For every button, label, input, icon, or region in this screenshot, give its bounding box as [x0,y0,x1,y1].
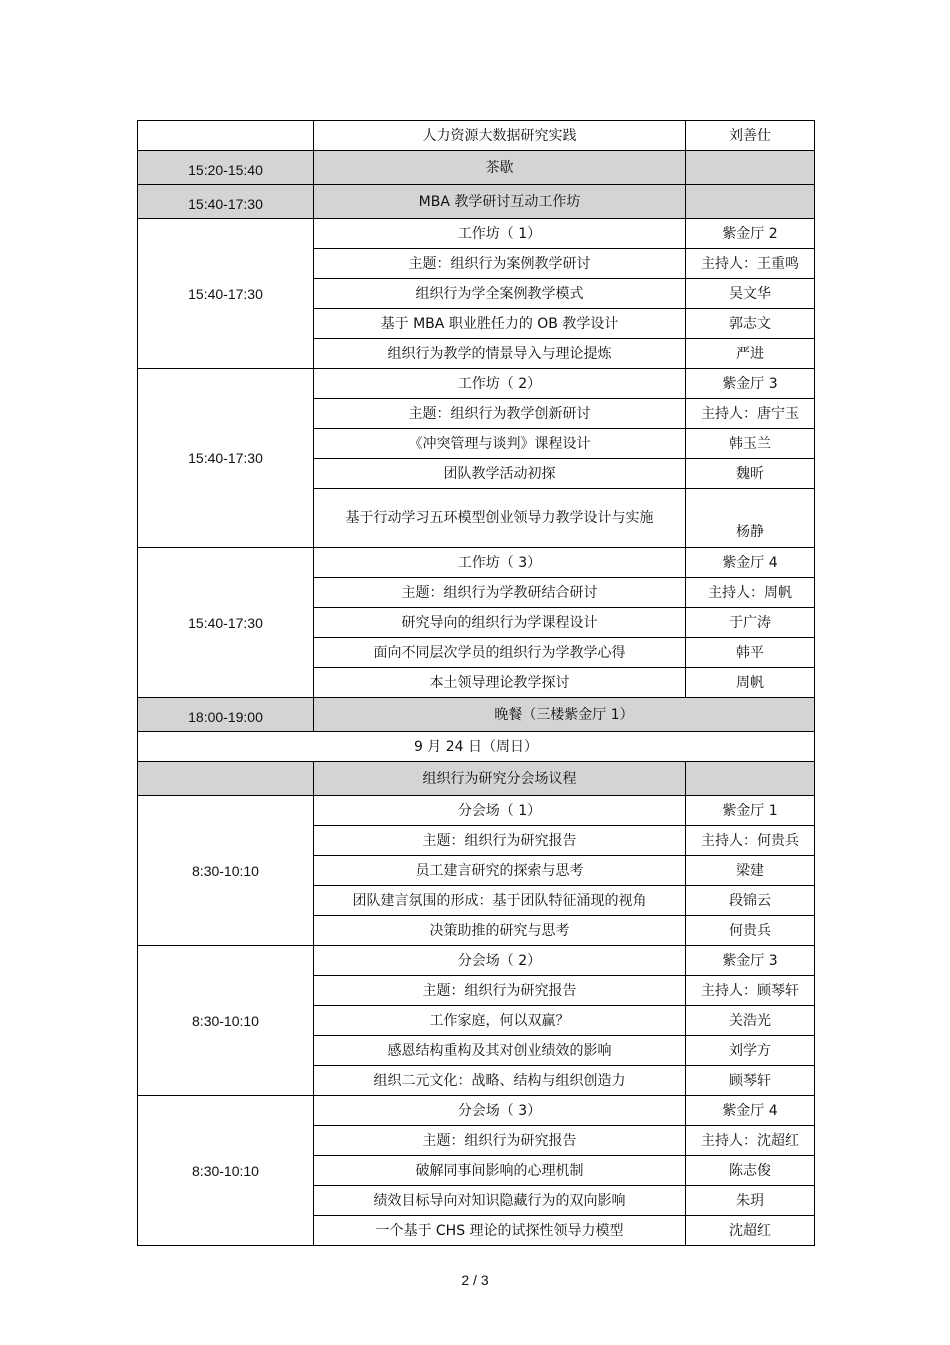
topic-cell: 基于 MBA 职业胜任力的 OB 教学设计 [314,309,686,339]
topic-cell: 本土领导理论教学探讨 [314,668,686,698]
topic-cell: 研究导向的组织行为学课程设计 [314,608,686,638]
topic-cell: 主题：组织行为研究报告 [314,826,686,856]
page-number: 2 / 3 [461,1272,489,1288]
host-cell [686,185,815,219]
host-cell: 周帆 [686,668,815,698]
time-cell [138,121,314,151]
time-cell: 8:30-10:10 [138,1096,314,1246]
host-cell: 于广涛 [686,608,815,638]
host-cell: 严进 [686,339,815,369]
topic-cell: 基于行动学习五环模型创业领导力教学设计与实施 [314,489,686,548]
topic-cell: 团队教学活动初探 [314,459,686,489]
host-cell: 紫金厅 3 [686,369,815,399]
host-cell: 郭志文 [686,309,815,339]
topic-cell: 主题：组织行为教学创新研讨 [314,399,686,429]
time-cell [138,762,314,796]
table-row [138,548,815,578]
topic-cell: 组织二元文化：战略、结构与组织创造力 [314,1066,686,1096]
host-cell: 朱玥 [686,1186,815,1216]
host-cell: 刘善仕 [686,121,815,151]
topic-cell: 《冲突管理与谈判》课程设计 [314,429,686,459]
table-row [138,796,815,826]
table-row [138,1096,815,1126]
topic-cell: 团队建言氛围的形成：基于团队特征涌现的视角 [314,886,686,916]
topic-cell: 决策助推的研究与思考 [314,916,686,946]
topic-cell: 一个基于 CHS 理论的试探性领导力模型 [314,1216,686,1246]
table-row [138,762,815,796]
topic-cell: 感恩结构重构及其对创业绩效的影响 [314,1036,686,1066]
topic-cell: 主题：组织行为研究报告 [314,1126,686,1156]
time-cell: 8:30-10:10 [138,796,314,946]
host-cell: 顾琴轩 [686,1066,815,1096]
topic-cell: 主题：组织行为研究报告 [314,976,686,1006]
table-row [138,946,815,976]
host-cell: 韩玉兰 [686,429,815,459]
host-cell: 梁建 [686,856,815,886]
topic-cell: 主题：组织行为学教研结合研讨 [314,578,686,608]
host-cell: 主持人：周帆 [686,578,815,608]
time-cell: 15:40-17:30 [138,548,314,698]
schedule-table [137,120,815,1246]
host-cell: 主持人：顾琴轩 [686,976,815,1006]
host-cell: 主持人：沈超红 [686,1126,815,1156]
topic-cell: 破解同事间影响的心理机制 [314,1156,686,1186]
topic-cell: 员工建言研究的探索与思考 [314,856,686,886]
host-cell: 沈超红 [686,1216,815,1246]
host-cell: 主持人：何贵兵 [686,826,815,856]
host-cell: 刘学方 [686,1036,815,1066]
table-row [138,151,815,185]
date-heading: 9 月 24 日（周日） [138,732,815,762]
time-cell: 8:30-10:10 [138,946,314,1096]
topic-cell: 工作家庭，何以双赢？ [314,1006,686,1036]
date-row [138,732,815,762]
table-row [138,121,815,151]
time-cell: 18:00-19:00 [138,698,314,732]
topic-cell: 组织行为教学的情景导入与理论提炼 [314,339,686,369]
topic-cell: 分会场（ 2） [314,946,686,976]
topic-cell: 工作坊（ 3） [314,548,686,578]
topic-cell: 人力资源大数据研究实践 [314,121,686,151]
topic-cell: 组织行为研究分会场议程 [314,762,686,796]
host-cell: 紫金厅 1 [686,796,815,826]
host-cell [686,151,815,185]
topic-cell: 工作坊（ 1） [314,219,686,249]
topic-cell: 绩效目标导向对知识隐藏行为的双向影响 [314,1186,686,1216]
host-cell: 何贵兵 [686,916,815,946]
host-cell: 段锦云 [686,886,815,916]
host-cell: 陈志俊 [686,1156,815,1186]
host-cell: 主持人：唐宁玉 [686,399,815,429]
host-cell: 吴文华 [686,279,815,309]
table-row [138,369,815,399]
topic-cell: 面向不同层次学员的组织行为学教学心得 [314,638,686,668]
host-cell: 韩平 [686,638,815,668]
table-row [138,219,815,249]
topic-cell: 工作坊（ 2） [314,369,686,399]
time-cell: 15:40-17:30 [138,369,314,548]
time-cell: 15:20-15:40 [138,151,314,185]
host-cell: 紫金厅 3 [686,946,815,976]
time-cell: 15:40-17:30 [138,219,314,369]
table-row [138,698,815,732]
host-cell: 紫金厅 4 [686,1096,815,1126]
topic-cell: 主题：组织行为案例教学研讨 [314,249,686,279]
host-cell: 魏昕 [686,459,815,489]
topic-cell: 分会场（ 3） [314,1096,686,1126]
host-cell: 主持人：王重鸣 [686,249,815,279]
host-cell: 关浩光 [686,1006,815,1036]
topic-cell: 分会场（ 1） [314,796,686,826]
topic-cell: 茶歇 [314,151,686,185]
host-cell: 紫金厅 4 [686,548,815,578]
topic-cell: 组织行为学全案例教学模式 [314,279,686,309]
time-cell: 15:40-17:30 [138,185,314,219]
host-cell [686,762,815,796]
table-row [138,185,815,219]
host-cell: 杨静 [686,489,815,548]
topic-cell: MBA 教学研讨互动工作坊 [314,185,686,219]
host-cell: 紫金厅 2 [686,219,815,249]
topic-cell: 晚餐（三楼紫金厅 1） [314,698,815,732]
